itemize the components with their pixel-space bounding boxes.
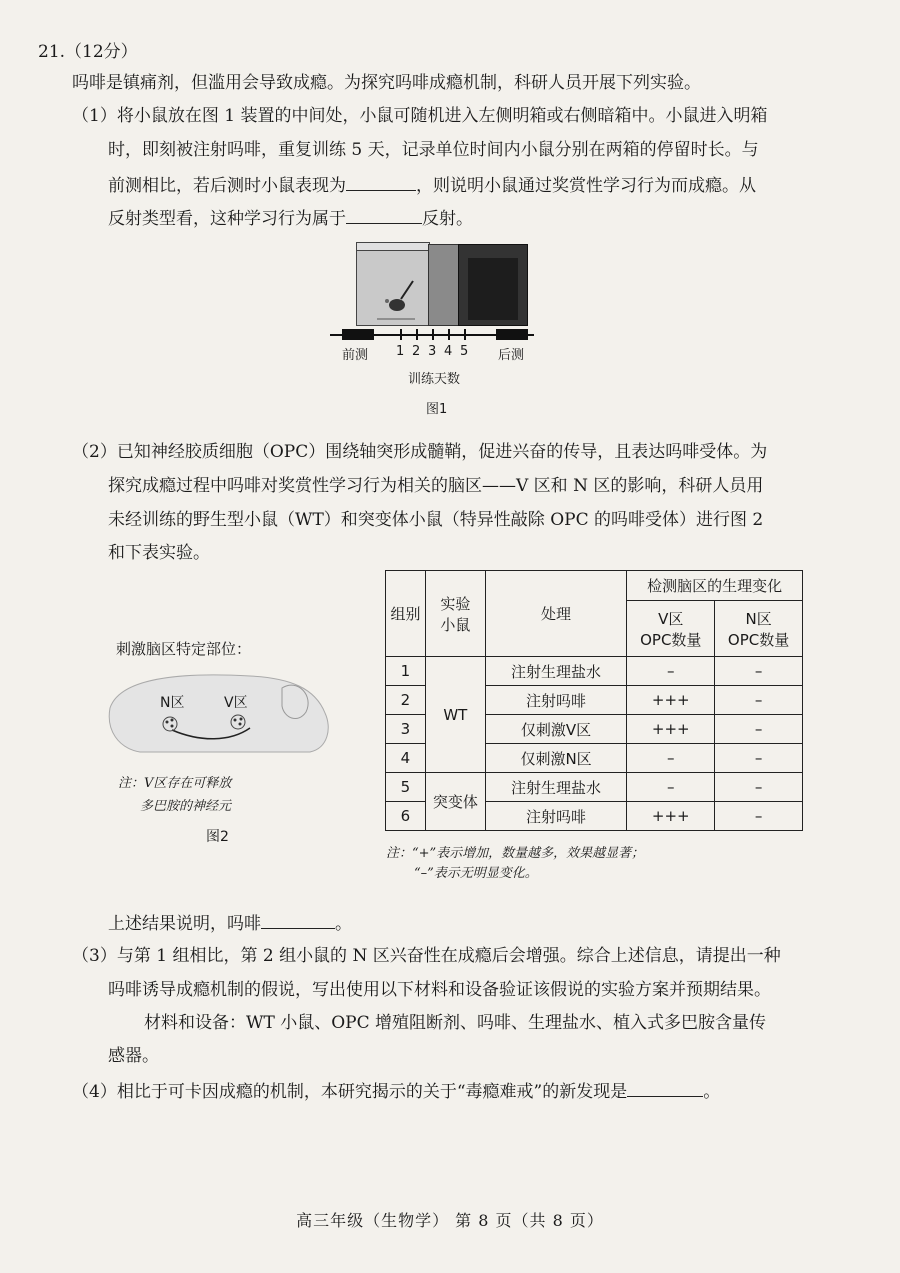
figure1-caption: 图1 xyxy=(426,402,448,417)
figure-1 xyxy=(330,240,540,430)
question-number: 21.（12分） xyxy=(38,42,138,62)
post-test-label: 后测 xyxy=(498,348,525,363)
table-note-line2: “–”表示无明显变化。 xyxy=(414,866,538,881)
post-test-block xyxy=(496,329,528,340)
cell-v: +++ xyxy=(627,686,715,715)
syringe-icon xyxy=(401,281,413,299)
answer-blank-1[interactable] xyxy=(346,172,416,191)
part3-line1: （3）与第 1 组相比，第 2 组小鼠的 N 区兴奋性在成瘾后会增强。综合上述信息，请提出一种 xyxy=(72,946,781,966)
tick-day-3 xyxy=(432,329,434,340)
cell-treatment: 仅刺激V区 xyxy=(485,715,627,744)
part4-end: 。 xyxy=(703,1082,721,1102)
cell-n: – xyxy=(715,744,803,773)
table-row xyxy=(386,657,803,686)
part3-line2: 吗啡诱导成瘾机制的假说，写出使用以下材料和设备验证该假说的实验方案并预期结果。 xyxy=(108,980,771,1000)
part1-line4 xyxy=(108,205,473,231)
conclusion-text: 上述结果说明，吗啡 xyxy=(108,914,261,934)
answer-blank-4[interactable] xyxy=(627,1078,703,1097)
header-group: 组别 xyxy=(386,571,426,657)
figure2-caption: 图2 xyxy=(206,829,229,845)
table-note-line1: 注：“+”表示增加，数量越多，效果越显著； xyxy=(386,846,645,861)
cell-treatment: 注射生理盐水 xyxy=(485,657,627,686)
figure2-title: 刺激脑区特定部位： xyxy=(116,640,252,658)
light-box xyxy=(356,250,430,326)
part2-line3: 未经训练的野生型小鼠（WT）和突变体小鼠（特异性敲除 OPC 的吗啡受体）进行图 2 xyxy=(108,510,764,530)
part1-line2: 时，即刻被注射吗啡，重复训练 5 天，记录单位时间内小鼠分别在两箱的停留时长。与 xyxy=(108,140,759,160)
part3-line4: 感器。 xyxy=(108,1046,159,1066)
part1-line1: （1）将小鼠放在图 1 装置的中间处，小鼠可随机进入左侧明箱或右侧暗箱中。小鼠进入明箱 xyxy=(72,106,768,126)
header-treatment: 处理 xyxy=(485,571,627,657)
table-row xyxy=(386,773,803,802)
part2-line2: 探究成瘾过程中吗啡对奖赏性学习行为相关的脑区——V 区和 N 区的影响，科研人员用 xyxy=(108,476,764,496)
cell-group: 3 xyxy=(386,715,426,744)
dark-box-interior xyxy=(468,258,518,320)
day-label-1: 1 xyxy=(396,344,405,359)
brain-diagram xyxy=(100,668,340,762)
day-label-2: 2 xyxy=(412,344,421,359)
part2-line1: （2）已知神经胶质细胞（OPC）围绕轴突形成髓鞘，促进兴奋的传导，且表达吗啡受体。为 xyxy=(72,442,768,462)
cell-mouse-wt: WT xyxy=(425,657,485,773)
axis-title: 训练天数 xyxy=(408,372,461,387)
v-region-label: V区 xyxy=(224,695,248,711)
cell-v: +++ xyxy=(627,802,715,831)
part1-line3-text-b: ，则说明小鼠通过奖赏性学习行为而成瘾。从 xyxy=(416,176,756,196)
header-n-opc: N区 OPC数量 xyxy=(715,601,803,657)
part2-line4: 和下表实验。 xyxy=(108,543,210,563)
question-intro: 吗啡是镇痛剂，但滥用会导致成瘾。为探究吗啡成瘾机制，科研人员开展下列实验。 xyxy=(72,73,701,93)
part1-line3 xyxy=(108,172,756,198)
cell-v: +++ xyxy=(627,715,715,744)
cell-n: – xyxy=(715,773,803,802)
experiment-table xyxy=(385,570,803,831)
cell-n: – xyxy=(715,802,803,831)
day-label-4: 4 xyxy=(444,344,453,359)
cell-treatment: 仅刺激N区 xyxy=(485,744,627,773)
part1-line3-text-a: 前测相比，若后测时小鼠表现为 xyxy=(108,176,346,196)
cell-group: 2 xyxy=(386,686,426,715)
page-footer: 高三年级（生物学） 第 8 页（共 8 页） xyxy=(296,1211,604,1230)
part1-line4-text-a: 反射类型看，这种学习行为属于 xyxy=(108,209,346,229)
cell-treatment: 注射吗啡 xyxy=(485,802,627,831)
cell-v: – xyxy=(627,744,715,773)
cell-treatment: 注射生理盐水 xyxy=(485,773,627,802)
tick-day-2 xyxy=(416,329,418,340)
tick-day-1 xyxy=(400,329,402,340)
answer-blank-2[interactable] xyxy=(346,205,422,224)
cell-mouse-mutant: 突变体 xyxy=(425,773,485,831)
tick-day-5 xyxy=(464,329,466,340)
tick-day-4 xyxy=(448,329,450,340)
cell-group: 6 xyxy=(386,802,426,831)
n-region-label: N区 xyxy=(160,695,185,711)
cell-n: – xyxy=(715,715,803,744)
answer-blank-3[interactable] xyxy=(261,910,335,929)
pre-test-label: 前测 xyxy=(342,348,369,363)
mouse-icon xyxy=(389,299,405,311)
middle-chamber xyxy=(428,244,460,326)
conclusion-end: 。 xyxy=(335,914,352,934)
cell-treatment: 注射吗啡 xyxy=(485,686,627,715)
part4-text: （4）相比于可卡因成瘾的机制，本研究揭示的关于“毒瘾难戒”的新发现是 xyxy=(72,1082,628,1102)
day-label-3: 3 xyxy=(428,344,437,359)
part4-line xyxy=(72,1078,720,1104)
pre-test-block xyxy=(342,329,374,340)
header-change: 检测脑区的生理变化 xyxy=(627,571,803,601)
cell-n: – xyxy=(715,657,803,686)
cell-group: 4 xyxy=(386,744,426,773)
cell-v: – xyxy=(627,657,715,686)
cell-v: – xyxy=(627,773,715,802)
part3-line3: 材料和设备：WT 小鼠、OPC 增殖阻断剂、吗啡、生理盐水、植入式多巴胺含量传 xyxy=(144,1013,767,1033)
day-label-5: 5 xyxy=(460,344,469,359)
header-v-opc: V区 OPC数量 xyxy=(627,601,715,657)
mouse-syringe-illustration xyxy=(357,251,429,325)
cell-n: – xyxy=(715,686,803,715)
cell-group: 5 xyxy=(386,773,426,802)
cell-group: 1 xyxy=(386,657,426,686)
figure2-note-line2: 多巴胺的神经元 xyxy=(140,799,232,814)
figure2-note-line1: 注：V区存在可释放 xyxy=(118,776,232,791)
header-mouse: 实验 小鼠 xyxy=(425,571,485,657)
conclusion-line xyxy=(108,910,352,936)
part1-line4-text-b: 反射。 xyxy=(422,209,473,229)
